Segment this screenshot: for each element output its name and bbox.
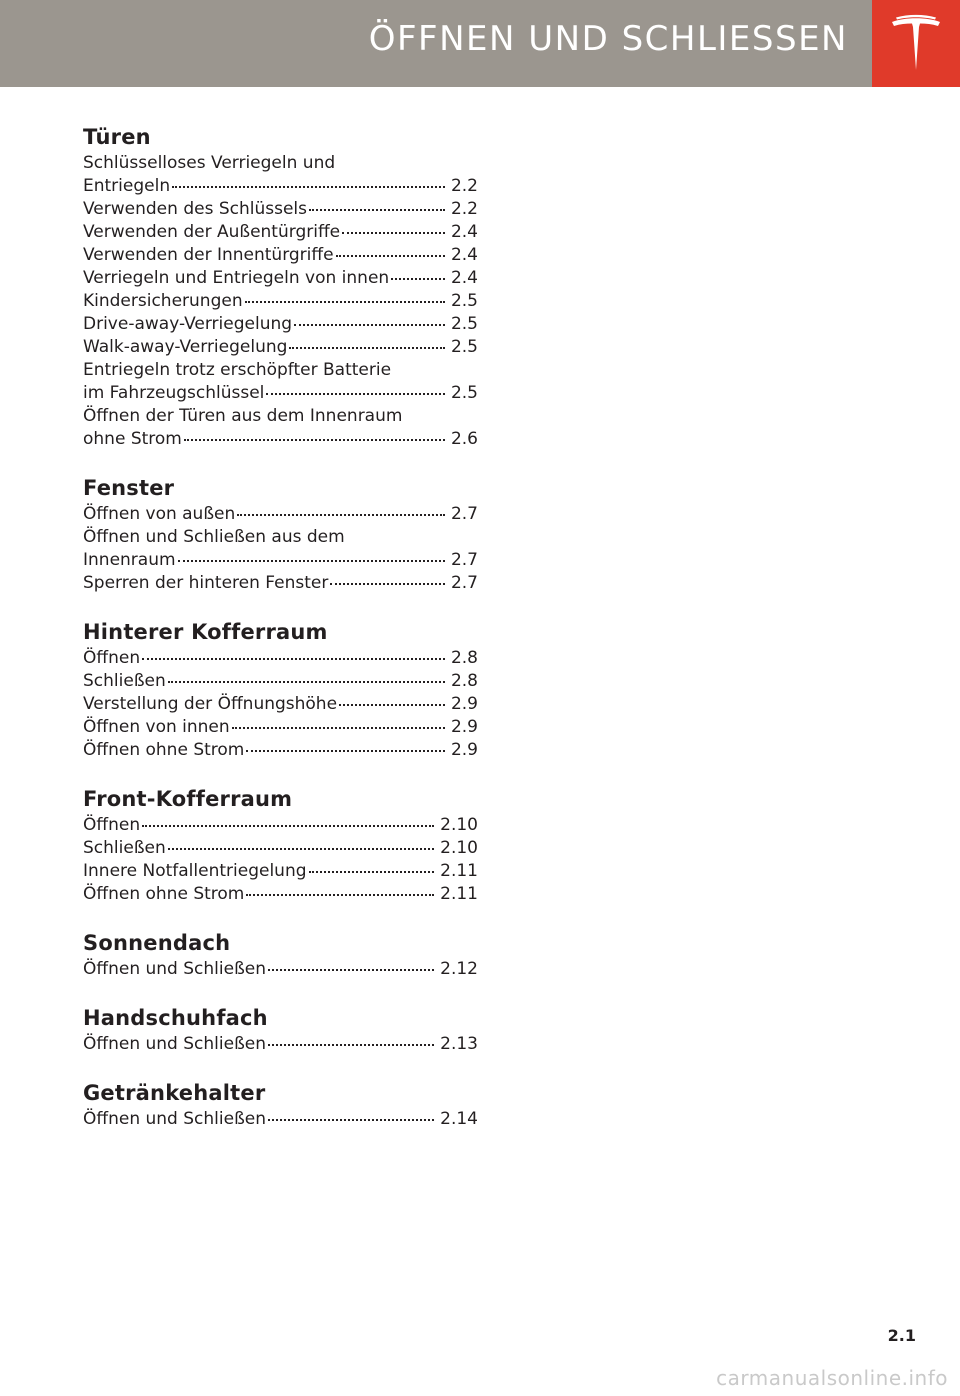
- toc-page-number: 2.7: [450, 573, 478, 593]
- toc-entry-text: Innenraum: [83, 550, 176, 570]
- dot-leader: [289, 347, 445, 349]
- toc-section: [83, 784, 478, 906]
- toc-entry-text: Öffnen und Schließen aus dem: [83, 527, 345, 547]
- toc-entry[interactable]: [83, 359, 478, 405]
- logo-box: [872, 0, 960, 87]
- toc-entry[interactable]: [83, 313, 478, 336]
- toc-entry[interactable]: [83, 526, 478, 572]
- toc-entry-text: Öffnen ohne Strom: [83, 884, 245, 904]
- toc-section: [83, 1003, 478, 1056]
- toc-entry-text: Entriegeln trotz erschöpfter Batterie: [83, 360, 392, 380]
- dot-leader: [168, 681, 445, 683]
- toc-page-number: 2.9: [450, 694, 478, 714]
- chapter-header-bar: [0, 0, 960, 87]
- toc-entry[interactable]: [83, 336, 478, 359]
- dot-leader: [309, 871, 435, 873]
- dot-leader: [168, 848, 434, 850]
- toc-page-number: 2.5: [450, 314, 478, 334]
- toc-section: [83, 473, 478, 595]
- dot-leader: [184, 439, 445, 441]
- toc-entry[interactable]: [83, 670, 478, 693]
- toc-entry-text: Verwenden der Innentürgriffe: [83, 245, 334, 265]
- page-number: 2.1: [887, 1326, 916, 1345]
- toc-entry-text: Kindersicherungen: [83, 291, 243, 311]
- toc-entry-text: Entriegeln: [83, 176, 171, 196]
- toc-entry[interactable]: [83, 290, 478, 313]
- toc-entry[interactable]: [83, 1033, 478, 1056]
- toc-entry[interactable]: [83, 647, 478, 670]
- toc-entry[interactable]: [83, 860, 478, 883]
- toc-entry-text: Verstellung der Öffnungshöhe: [83, 694, 338, 714]
- toc-entry-text: Öffnen der Türen aus dem Innenraum: [83, 406, 403, 426]
- toc-entry[interactable]: [83, 152, 478, 198]
- dot-leader: [294, 324, 445, 326]
- dot-leader: [142, 658, 445, 660]
- toc-entry-text: Öffnen: [83, 815, 141, 835]
- dot-leader: [266, 393, 445, 395]
- toc-entry[interactable]: [83, 693, 478, 716]
- toc-entry-text: Öffnen von innen: [83, 717, 230, 737]
- toc-entry[interactable]: [83, 716, 478, 739]
- toc-page-number: 2.8: [450, 671, 478, 691]
- toc-page-number: 2.12: [440, 959, 478, 979]
- toc-section: [83, 122, 478, 451]
- toc-page-number: 2.7: [450, 504, 478, 524]
- toc-entry-text: Schließen: [83, 671, 166, 691]
- toc-entry[interactable]: [83, 572, 478, 595]
- toc-section: [83, 1078, 478, 1131]
- toc-entry-text: Sperren der hinteren Fenster: [83, 573, 329, 593]
- dot-leader: [245, 301, 445, 303]
- toc-entry[interactable]: [83, 814, 478, 837]
- toc-page-number: 2.9: [450, 740, 478, 760]
- toc-entry-text: Walk-away-Verriegelung: [83, 337, 288, 357]
- watermark: carmanualsonline.info: [716, 1366, 948, 1390]
- section-title: Hinterer Kofferraum: [83, 620, 328, 644]
- toc-page-number: 2.11: [440, 861, 478, 881]
- dot-leader: [342, 232, 445, 234]
- section-title: Türen: [83, 125, 151, 149]
- section-title: Front-Kofferraum: [83, 787, 293, 811]
- dot-leader: [172, 186, 445, 188]
- chapter-title: ÖFFNEN UND SCHLIESSEN: [368, 19, 848, 59]
- toc-page-number: 2.2: [450, 199, 478, 219]
- section-title: Sonnendach: [83, 931, 231, 955]
- dot-leader: [246, 894, 434, 896]
- toc-page-number: 2.5: [450, 383, 478, 403]
- dot-leader: [268, 1044, 434, 1046]
- dot-leader: [268, 1119, 434, 1121]
- toc-entry[interactable]: [83, 221, 478, 244]
- toc-page-number: 2.10: [440, 815, 478, 835]
- toc-page-number: 2.14: [440, 1109, 478, 1129]
- toc-page-number: 2.5: [450, 291, 478, 311]
- toc-entry[interactable]: [83, 739, 478, 762]
- toc-entry-text: Verwenden des Schlüssels: [83, 199, 307, 219]
- dot-leader: [339, 704, 445, 706]
- toc-entry-text: Öffnen ohne Strom: [83, 740, 245, 760]
- toc-entry[interactable]: [83, 503, 478, 526]
- toc-page-number: 2.7: [450, 550, 478, 570]
- toc-page-number: 2.6: [450, 429, 478, 449]
- toc-entry[interactable]: [83, 883, 478, 906]
- tesla-t-logo-icon: [890, 14, 942, 72]
- toc-entry[interactable]: [83, 267, 478, 290]
- toc-entry[interactable]: [83, 244, 478, 267]
- toc-entry-text: Öffnen von außen: [83, 504, 236, 524]
- dot-leader: [178, 560, 445, 562]
- toc-entry-text: Verwenden der Außentürgriffe: [83, 222, 341, 242]
- toc-entry-text: Öffnen und Schließen: [83, 959, 267, 979]
- section-title: Fenster: [83, 476, 175, 500]
- table-of-contents: [83, 122, 478, 1153]
- toc-entry-text: Innere Notfallentriegelung: [83, 861, 307, 881]
- toc-entry-text: Öffnen und Schließen: [83, 1109, 267, 1129]
- toc-section: [83, 617, 478, 762]
- toc-entry-text: Öffnen und Schließen: [83, 1034, 267, 1054]
- dot-leader: [237, 514, 445, 516]
- toc-page-number: 2.4: [450, 245, 478, 265]
- dot-leader: [330, 583, 445, 585]
- section-title: Getränkehalter: [83, 1081, 266, 1105]
- toc-page-number: 2.10: [440, 838, 478, 858]
- section-title: Handschuhfach: [83, 1006, 268, 1030]
- toc-page-number: 2.13: [440, 1034, 478, 1054]
- toc-entry-text: Drive-away-Verriegelung: [83, 314, 293, 334]
- toc-page-number: 2.4: [450, 268, 478, 288]
- dot-leader: [232, 727, 445, 729]
- toc-entry[interactable]: [83, 1108, 478, 1131]
- toc-entry-text: Verriegeln und Entriegeln von innen: [83, 268, 390, 288]
- toc-entry-text: ohne Strom: [83, 429, 182, 449]
- dot-leader: [336, 255, 445, 257]
- toc-entry-text: Schlüsselloses Verriegeln und: [83, 153, 336, 173]
- toc-page-number: 2.11: [440, 884, 478, 904]
- toc-entry[interactable]: [83, 837, 478, 860]
- toc-entry[interactable]: [83, 198, 478, 221]
- toc-section: [83, 928, 478, 981]
- toc-page-number: 2.4: [450, 222, 478, 242]
- toc-page-number: 2.2: [450, 176, 478, 196]
- dot-leader: [142, 825, 434, 827]
- toc-entry[interactable]: [83, 958, 478, 981]
- dot-leader: [391, 278, 445, 280]
- toc-page-number: 2.8: [450, 648, 478, 668]
- toc-page-number: 2.9: [450, 717, 478, 737]
- toc-entry-text: im Fahrzeugschlüssel: [83, 383, 265, 403]
- dot-leader: [309, 209, 445, 211]
- dot-leader: [268, 969, 434, 971]
- dot-leader: [246, 750, 445, 752]
- toc-page-number: 2.5: [450, 337, 478, 357]
- toc-entry[interactable]: [83, 405, 478, 451]
- toc-entry-text: Öffnen: [83, 648, 141, 668]
- toc-entry-text: Schließen: [83, 838, 166, 858]
